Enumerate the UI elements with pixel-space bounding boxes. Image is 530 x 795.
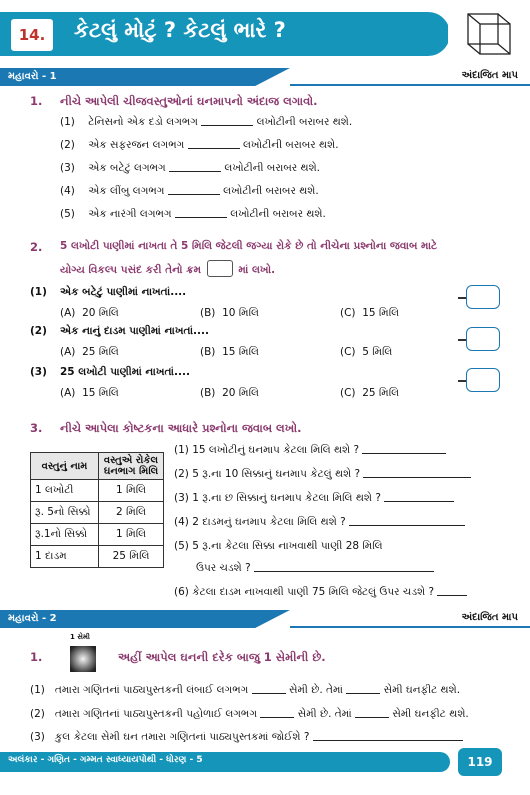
section-2-rule: [290, 626, 530, 628]
answer-blank[interactable]: [254, 562, 434, 572]
q1-item: (3) એક બટેટું લગભગ લખોટીની બરાબર થશે.: [60, 162, 321, 174]
inline-box-icon: [207, 260, 233, 277]
q3-number: 3.: [30, 421, 43, 435]
q3-question: (3) 1 રૂ.ના છ સિક્કાનું ઘનમાપ કેટલા મિલિ થશે ?: [174, 492, 454, 505]
option-a: (A) 15 મિલિ: [60, 387, 119, 399]
answer-blank[interactable]: [168, 185, 220, 195]
answer-box[interactable]: [466, 285, 500, 309]
unit-cube-icon: [68, 644, 98, 674]
section-2-label: મહાવરો - 2: [8, 613, 57, 624]
footer-text: અલંકાર - ગણિત - ગમ્મત સ્વાધ્યાયપોથી - ધોરણ - 5: [8, 755, 203, 765]
option-b: (B) 15 મિલિ: [200, 346, 259, 358]
answer-blank[interactable]: [349, 516, 465, 526]
q3-question: (1) 15 લખોટીનું ઘનમાપ કેટલા મિલિ થશે ?: [174, 444, 446, 457]
p2q1-item: (1) તમારા ગણિતનાં પાઠ્યપુસ્તકની લંબાઈ લગભગ સેમી છે. તેમાં સેમી ઘનફીટ થશે.: [30, 684, 461, 696]
answer-box[interactable]: [466, 327, 500, 351]
table-row: 1 લખોટી 1 મિલિ: [31, 480, 164, 502]
q1-number: 1.: [30, 94, 43, 108]
cube-label: 1 સેમી: [70, 633, 90, 641]
option-b: (B) 10 મિલિ: [200, 307, 259, 319]
q3-question-cont: ઉપર ચડશે ?: [196, 562, 434, 575]
answer-blank[interactable]: [346, 684, 380, 694]
cube-icon: [448, 8, 522, 64]
option-c: (C) 15 મિલિ: [340, 307, 400, 319]
q3-question: (6) કેટલા દાડમ નાખવાથી પાણી 75 મિલિ જેટલું ઉપર ચડશે ?: [174, 586, 467, 599]
answer-blank[interactable]: [313, 731, 463, 741]
section-1-tag: અંદાજિત માપ: [461, 70, 518, 81]
option-a: (A) 25 મિલિ: [60, 346, 119, 358]
table-row: 1 દાડમ 25 મિલિ: [31, 546, 164, 568]
answer-blank[interactable]: [384, 492, 454, 502]
section-1-label: મહાવરો - 1: [8, 71, 57, 82]
answer-dash: [458, 339, 466, 341]
q3-question: (5) 5 રૂ.ના કેટલા સિક્કા નાખવાથી પાણી 28 મિલિ: [174, 540, 383, 552]
chapter-number: 14.: [8, 16, 56, 54]
q1-item: (4) એક લીંબુ લગભગ લખોટીની બરાબર થશે.: [60, 185, 319, 197]
p2q1-item: (2) તમારા ગણિતનાં પાઠ્યપુસ્તકની પહોળાઈ લગભગ સેમી છે. તેમાં સેમી ઘનફીટ થશે.: [30, 708, 469, 720]
p2q1-text: અહીં આપેલ ઘનની દરેક બાજુ 1 સેમીની છે.: [118, 650, 326, 664]
p2q1-item: (3) કુલ કેટલા સેમી ઘન તમારા ગણિતનાં પાઠ્યપુસ્તકમાં જોઈશે ?: [30, 731, 463, 744]
answer-blank[interactable]: [260, 708, 294, 718]
table-header-volume: વસ્તુએ રોકેલ ઘનભાગ મિલિ: [99, 453, 164, 480]
q3-text: નીચે આપેલા કોષ્ટકના આધારે પ્રશ્નોના જવાબ લખો.: [60, 421, 302, 435]
q2-item-text: 25 લખોટી પાણીમાં નાખતાં....: [60, 366, 190, 378]
option-b: (B) 20 મિલિ: [200, 387, 259, 399]
answer-dash: [458, 380, 466, 382]
answer-blank[interactable]: [175, 208, 227, 218]
q2-item-text: એક બટેટું પાણીમાં નાખતાં....: [60, 286, 187, 298]
page-number: 119: [458, 748, 502, 776]
table-row: રૂ. 5નો સિક્કો 2 મિલિ: [31, 502, 164, 524]
q3-question: (2) 5 રૂ.ના 10 સિક્કાનું ઘનમાપ કેટલું થશે ?: [174, 468, 471, 481]
section-2-tag: અંદાજિત માપ: [461, 612, 518, 623]
table-row: રૂ.1નો સિક્કો 1 મિલિ: [31, 524, 164, 546]
q1-item: (5) એક નારંગી લગભગ લખોટીની બરાબર થશે.: [60, 208, 326, 220]
q2-text-line2: યોગ્ય વિકલ્પ પસંદ કરી તેનો ક્રમ માં લખો.: [60, 260, 275, 277]
q1-text: નીચે આપેલી ચીજવસ્તુઓનાં ઘનમાપનો અંદાજ લગાવો.: [60, 94, 318, 108]
answer-blank[interactable]: [201, 116, 253, 126]
option-c: (C) 25 મિલિ: [340, 387, 400, 399]
q2-item-number: (3): [30, 366, 47, 378]
q1-item: (1) ટેનિસનો એક દડો લગભગ લખોટીની બરાબર થશે.: [60, 116, 353, 128]
p2q1-number: 1.: [30, 650, 43, 664]
q2-text-line1: 5 લખોટી પાણીમાં નાખતા તે 5 મિલિ જેટલી જગ્યા રોકે છે તો નીચેના પ્રશ્નોના જવાબ માટે: [60, 240, 438, 252]
table-header-name: વસ્તુનું નામ: [31, 453, 99, 480]
answer-blank[interactable]: [188, 139, 240, 149]
chapter-title: કેટલું મોટું ? કેટલું ભારે ?: [74, 18, 286, 42]
answer-blank[interactable]: [169, 162, 221, 172]
q1-item: (2) એક સફરજન લગભગ લખોટીની બરાબર થશે.: [60, 139, 339, 151]
q2-item-number: (1): [30, 286, 47, 298]
option-a: (A) 20 મિલિ: [60, 307, 119, 319]
answer-box[interactable]: [466, 368, 500, 392]
answer-blank[interactable]: [252, 684, 286, 694]
answer-blank[interactable]: [437, 586, 467, 596]
q3-question: (4) 2 દાડમનું ઘનમાપ કેટલા મિલિ થશે ?: [174, 516, 465, 529]
answer-blank[interactable]: [362, 444, 446, 454]
answer-blank[interactable]: [363, 468, 471, 478]
section-1-rule: [290, 84, 530, 86]
answer-dash: [458, 297, 466, 299]
data-table: [30, 452, 164, 568]
q2-item-number: (2): [30, 325, 47, 337]
q2-number: 2.: [30, 240, 43, 254]
answer-blank[interactable]: [355, 708, 389, 718]
option-c: (C) 5 મિલિ: [340, 346, 393, 358]
q2-item-text: એક નાનું દાડમ પાણીમાં નાખતાં....: [60, 325, 209, 337]
